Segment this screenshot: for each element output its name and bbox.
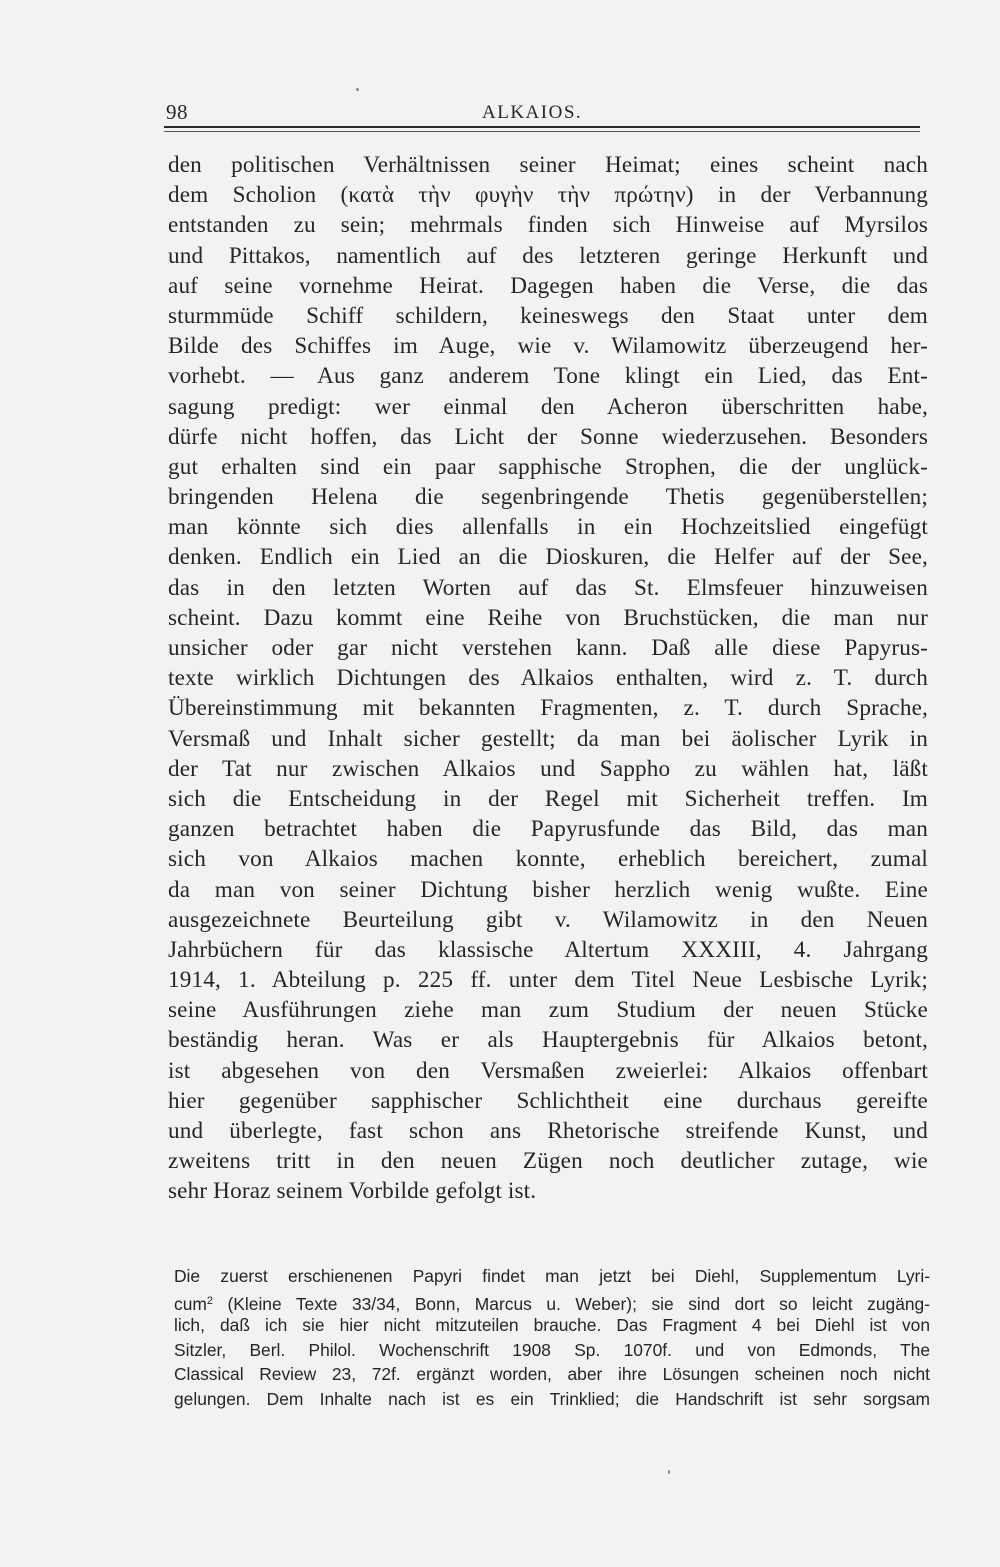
footnote-line: Classical Review 23, 72f. ergänzt worden, aber ihre Lösungen scheinen noch nicht bbox=[174, 1364, 930, 1385]
header-rule-thin bbox=[164, 131, 920, 132]
body-line: und Pittakos, namentlich auf des letzteren geringe Herkunft und bbox=[168, 242, 928, 269]
body-line: gut erhalten sind ein paar sapphische Strophen, die der unglück- bbox=[168, 453, 928, 480]
paper-speck bbox=[356, 88, 359, 91]
body-line: texte wirklich Dichtungen des Alkaios enthalten, wird z. T. durch bbox=[168, 665, 928, 692]
body-line: sich die Entscheidung in der Regel mit Sicherheit treffen. Im bbox=[168, 785, 928, 812]
body-line: den politischen Verhältnissen seiner Heimat; eines scheint nach bbox=[168, 152, 928, 178]
footnote-text: cum bbox=[174, 1293, 207, 1314]
running-title: ALKAIOS. bbox=[482, 102, 583, 123]
body-line: man könnte sich dies allenfalls in ein Hochzeitslied eingefügt bbox=[168, 514, 928, 541]
body-line: der Tat nur zwischen Alkaios und Sappho zu wählen hat, läßt bbox=[168, 755, 928, 782]
body-line: ausgezeichnete Beurteilung gibt v. Wilamowitz in den Neuen bbox=[168, 906, 928, 933]
footnote-line: gelungen. Dem Inhalte nach ist es ein Trinklied; die Handschrift ist sehr sorgsam bbox=[174, 1388, 930, 1409]
page-number: 98 bbox=[166, 100, 188, 124]
footnote-text: (Kleine Texte 33/34, Bonn, Marcus u. Weber); sie sind dort so leicht zugäng- bbox=[212, 1293, 930, 1314]
body-line: sehr Horaz seinem Vorbilde gefolgt ist. bbox=[168, 1178, 537, 1205]
body-line: und überlegte, fast schon ans Rhetorische streifende Kunst, und bbox=[168, 1118, 928, 1144]
body-line: das in den letzten Worten auf das St. Elmsfeuer hinzuweisen bbox=[168, 574, 928, 601]
body-line: Übereinstimmung mit bekannten Fragmenten, z. T. durch Sprache, bbox=[168, 695, 928, 722]
footnote-line bbox=[174, 1289, 930, 1314]
body-line: sagung predigt: wer einmal den Acheron überschritten habe, bbox=[168, 393, 928, 420]
body-line: bringenden Helena die segenbringende Thetis gegenüberstellen; bbox=[168, 484, 928, 511]
body-line: Bilde des Schiffes im Auge, wie v. Wilamowitz überzeugend her- bbox=[168, 333, 928, 360]
body-line: Versmaß und Inhalt sicher gestellt; da man bei äolischer Lyrik in bbox=[168, 725, 928, 752]
footnote bbox=[174, 1264, 930, 1412]
header-rule-thick bbox=[164, 126, 920, 128]
body-line: ist abgesehen von den Versmaßen zweierlei: Alkaios offenbart bbox=[168, 1057, 928, 1084]
body-line: sich von Alkaios machen konnte, erheblich bereichert, zumal bbox=[168, 846, 928, 873]
body-line: denken. Endlich ein Lied an die Dioskuren, die Helfer auf der See, bbox=[168, 544, 928, 571]
body-line: scheint. Dazu kommt eine Reihe von Bruchstücken, die man nur bbox=[168, 604, 928, 631]
paper-speck bbox=[668, 1470, 670, 1474]
body-line: dem Scholion (κατὰ τὴν φυγὴν τὴν πρώτην) in der Verbannung bbox=[168, 182, 928, 209]
footnote-superscript: 2 bbox=[206, 1294, 213, 1307]
body-line: zweitens tritt in den neuen Zügen noch deutlicher zutage, wie bbox=[168, 1148, 928, 1175]
body-line: Jahrbüchern für das klassische Altertum XXXIII, 4. Jahrgang bbox=[168, 936, 928, 963]
body-line: unsicher oder gar nicht verstehen kann. Daß alle diese Papyrus- bbox=[168, 635, 928, 661]
body-line: ganzen betrachtet haben die Papyrusfunde das Bild, das man bbox=[168, 816, 928, 843]
body-line: 1914, 1. Abteilung p. 225 ff. unter dem Titel Neue Lesbische Lyrik; bbox=[168, 967, 928, 994]
body-line: vorhebt. — Aus ganz anderem Tone klingt ein Lied, das Ent- bbox=[168, 363, 928, 390]
body-line: seine Ausführungen ziehe man zum Studium der neuen Stücke bbox=[168, 997, 928, 1024]
body-line: sturmmüde Schiff schildern, keineswegs den Staat unter dem bbox=[168, 302, 928, 329]
footnote-line: Die zuerst erschienenen Papyri findet man jetzt bei Diehl, Supplementum Lyri- bbox=[174, 1266, 930, 1286]
body-line: da man von seiner Dichtung bisher herzlich wenig wußte. Eine bbox=[168, 876, 928, 903]
body-line: entstanden zu sein; mehrmals finden sich Hinweise auf Myrsilos bbox=[168, 212, 928, 239]
body-line: auf seine vornehme Heirat. Dagegen haben die Verse, die das bbox=[168, 272, 928, 299]
footnote-line: Sitzler, Berl. Philol. Wochenschrift 1908 Sp. 1070f. und von Edmonds, The bbox=[174, 1339, 930, 1360]
body-text bbox=[168, 150, 928, 1207]
body-line: hier gegenüber sapphischer Schlichtheit eine durchaus gereifte bbox=[168, 1087, 928, 1114]
body-line: dürfe nicht hoffen, das Licht der Sonne wiederzusehen. Besonders bbox=[168, 423, 928, 450]
body-line: beständig heran. Was er als Hauptergebnis für Alkaios betont, bbox=[168, 1027, 928, 1054]
footnote-line: lich, daß ich sie hier nicht mitzuteilen brauche. Das Fragment 4 bei Diehl ist von bbox=[174, 1315, 930, 1336]
